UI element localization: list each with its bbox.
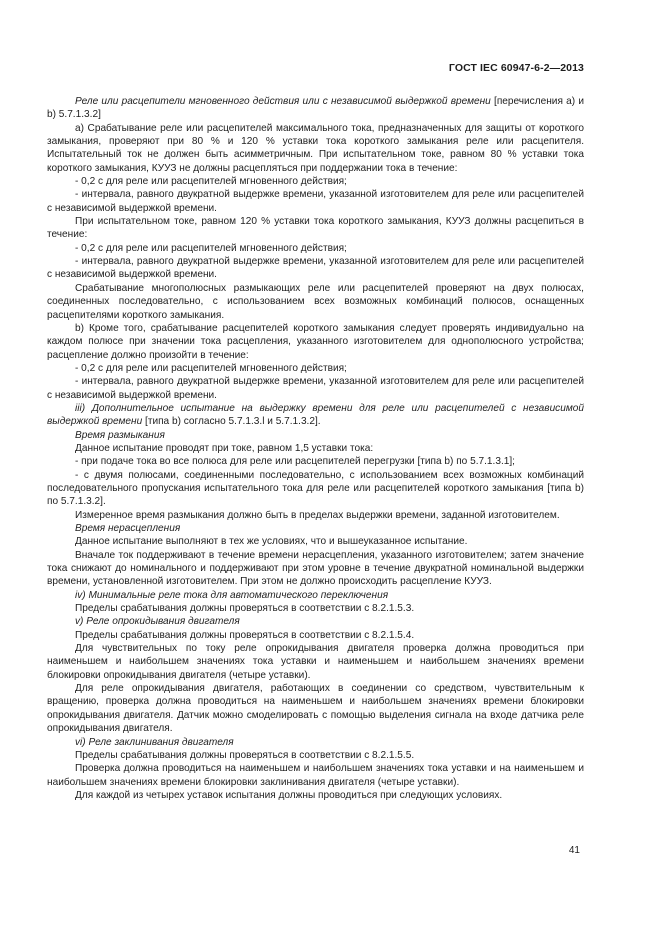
- paragraph: Вначале ток поддерживают в течение времени нерасцепления, указанного изготовителем; затем значение тока снижают до номинального и поддерживают при этом уровне в течение двукратной номинальной выдержки времени, установленной изготовителем. При этом не должно происходить расцепление КУУЗ.: [47, 549, 584, 588]
- paragraph: Данное испытание проводят при токе, равном 1,5 уставки тока:: [75, 442, 374, 454]
- paragraph-rest: [типа b) согласно 5.7.1.3.l и 5.7.1.3.2].: [142, 416, 321, 428]
- paragraph: Для чувствительных по току реле опрокидывания двигателя проверка должна проводиться при наименьшем и наибольшем значениях тока уставки и наименьшем и наибольшем значениях времени блокировки опрокидывания двигателя (четыре уставки).: [47, 643, 584, 681]
- italic-heading: Время нерасцепления: [75, 523, 181, 534]
- paragraph: При испытательном токе, равном 120 % уставки тока короткого замыкания, КУУЗ должны расцепиться в течение:: [47, 216, 584, 241]
- paragraph: Измеренное время размыкания должно быть в пределах выдержки времени, заданной изготовителем.: [75, 509, 560, 521]
- italic-heading: Время размыкания: [75, 429, 165, 441]
- list-item: - интервала, равного двукратной выдержке времени, указанной изготовителем для реле или расцепителей с независимой выдержкой времени.: [47, 189, 584, 214]
- italic-heading: v) Реле опрокидывания двигателя: [75, 616, 240, 628]
- paragraph-rest: [перечисления a) и b) 5.7.1.3.2]: [47, 96, 584, 121]
- paragraph: [47, 522, 584, 535]
- paragraph: Пределы срабатывания должны проверяться в соответствии с 8.2.1.5.3.: [75, 603, 415, 615]
- italic-heading: Реле или расцепители мгновенного действия или с независимой выдержкой времени: [75, 96, 491, 107]
- paragraph: Для каждой из четырех уставок испытания должны проводиться при следующих условиях.: [75, 789, 503, 801]
- list-item: - при подаче тока во все полюса для реле или расцепителей перегрузки [типа b) по 5.7.1.3.1];: [75, 456, 515, 468]
- document-body: [47, 95, 584, 802]
- list-item: - интервала, равного двукратной выдержке времени, указанной изготовителем для реле или расцепителей с независимой выдержкой времени.: [47, 256, 584, 281]
- italic-heading: vi) Реле заклинивания двигателя: [75, 736, 234, 748]
- paragraph: [47, 615, 584, 628]
- paragraph: Для реле опрокидывания двигателя, работающих в соединении со средством, чувствительным к вращению, проверка должна проводиться на наименьшем и наибольшем значениях времени блокировки опрокидывания двигателя. Датчик можно смоделировать с помощью выделения сигнала на входе датчика реле опрокидывания двигателя.: [47, 683, 584, 735]
- list-item: - 0,2 с для реле или расцепителей мгновенного действия;: [75, 362, 347, 374]
- paragraph: [47, 589, 584, 602]
- paragraph: [47, 402, 584, 429]
- list-item: - 0,2 с для реле или расцепителей мгновенного действия;: [75, 176, 347, 188]
- paragraph: Проверка должна проводиться на наименьшем и наибольшем значениях тока уставки и на наименьшем и наибольшем значениях времени блокировки заклинивания двигателя (четыре уставки).: [47, 763, 584, 788]
- paragraph: b) Кроме того, срабатывание расцепителей короткого замыкания следует проверять индивидуально на каждом полюсе при значении тока расцепления, указанного изготовителем для однополюсного устройства; расцепление должно произойти в течение:: [47, 322, 584, 361]
- italic-heading: iii) Дополнительное испытание на выдержку времени для реле или расцепителей с независимой выдержкой времени: [47, 402, 584, 428]
- list-item: - с двумя полюсами, соединенными последовательно, с использованием всех возможных комбинаций последовательного пропускания испытательного тока для реле или расцепителей короткого замыкания [типа b) по 5.7.1.3.2].: [47, 469, 584, 508]
- paragraph: [47, 736, 584, 749]
- paragraph: Пределы срабатывания должны проверяться в соответствии с 8.2.1.5.4.: [75, 629, 415, 641]
- list-item: - 0,2 с для реле или расцепителей мгновенного действия;: [75, 242, 347, 254]
- page-number: 41: [568, 845, 580, 856]
- paragraph: a) Срабатывание реле или расцепителей максимального тока, предназначенных для защиты от короткого замыкания, проверяют при 80 % и 120 % уставки тока короткого замыкания реле или расцепителя. Испытательный ток не должен быть асимметричным. При испытательном токе, равном 80 % уставки тока короткого замыкания, КУУЗ не должны расцепляться при поддержании тока в течение:: [47, 122, 584, 174]
- paragraph: Данное испытание выполняют в тех же условиях, что и вышеуказанное испытание.: [75, 536, 468, 548]
- italic-heading: iv) Минимальные реле тока для автоматического переключения: [75, 589, 389, 601]
- paragraph: Пределы срабатывания должны проверяться в соответствии с 8.2.1.5.5.: [75, 749, 415, 761]
- paragraph: [47, 95, 584, 122]
- paragraph: [47, 429, 584, 442]
- document-header: ГОСТ IEC 60947-6-2—2013: [448, 62, 584, 74]
- paragraph: Срабатывание многополюсных размыкающих реле или расцепителей проверяют на двух полюсах, соединенных последовательно, с использованием всех возможных комбинаций полюсов, оснащенных расцепителями короткого замыкания.: [47, 282, 584, 321]
- list-item: - интервала, равного двукратной выдержке времени, указанной изготовителем для реле или расцепителей с независимой выдержкой времени.: [47, 376, 584, 401]
